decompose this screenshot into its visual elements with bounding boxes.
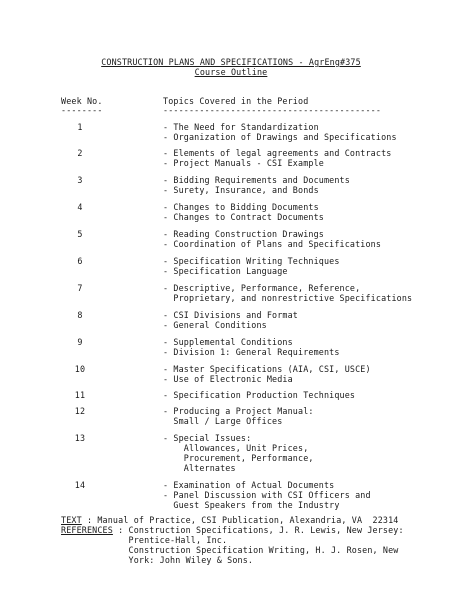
week-topics <box>163 175 350 195</box>
topic-line: - Reading Construction Drawings <box>163 229 324 239</box>
table-header <box>0 96 462 118</box>
topic-line: - Coordination of Plans and Specifications <box>163 239 382 249</box>
week-topics <box>163 337 340 357</box>
course-title: CONSTRUCTION PLANS AND SPECIFICATIONS - AgrEng#375 <box>101 57 361 67</box>
week-number: 7 <box>77 283 83 293</box>
topics-column-header: Topics Covered in the Period <box>163 96 309 106</box>
week-topics <box>163 229 381 249</box>
title-block <box>0 57 462 77</box>
week-number: 5 <box>77 229 83 239</box>
week-header-rule: -------- <box>61 105 103 115</box>
week-number: 8 <box>77 310 83 320</box>
topic-line: - Special Issues: <box>163 433 252 443</box>
topic-line: Guest Speakers from the Industry <box>163 500 340 510</box>
topic-line: Allowances, Unit Prices, <box>163 443 309 453</box>
topic-line: - Organization of Drawings and Specifications <box>163 132 397 142</box>
topic-line: Small / Large Offices <box>163 416 283 426</box>
week-topics <box>163 480 371 510</box>
references-line-2: Prentice-Hall, Inc. <box>61 535 228 545</box>
topic-line: - Specification Production Techniques <box>163 390 356 400</box>
topic-line: Procurement, Performance, <box>163 453 314 463</box>
topic-line: - Panel Discussion with CSI Officers and <box>163 490 371 500</box>
references-line-4: York: John Wiley & Sons. <box>61 555 254 565</box>
week-number: 6 <box>77 256 83 266</box>
references-block <box>61 515 451 565</box>
week-number: 4 <box>77 202 83 212</box>
references-line-3: Construction Specification Writing, H. J. Rosen, New <box>61 545 399 555</box>
topic-line: - Specification Writing Techniques <box>163 256 340 266</box>
week-topics <box>163 283 412 303</box>
week-topics <box>163 364 371 384</box>
topic-line: - General Conditions <box>163 320 267 330</box>
week-topics <box>163 310 298 330</box>
week-number: 1 <box>77 122 83 132</box>
week-topics <box>163 390 355 400</box>
topic-line: - Bidding Requirements and Documents <box>163 175 350 185</box>
week-column-header: Week No. <box>61 96 103 106</box>
week-number: 2 <box>77 148 83 158</box>
topic-line: - Changes to Contract Documents <box>163 212 324 222</box>
topic-line: - Changes to Bidding Documents <box>163 202 319 212</box>
week-number: 3 <box>77 175 83 185</box>
topic-line: - Producing a Project Manual: <box>163 406 314 416</box>
topic-line: - Supplemental Conditions <box>163 337 293 347</box>
references-value-1: : Construction Specifications, J. R. Lewis, New Jersey: <box>112 525 404 535</box>
topic-line: - Surety, Insurance, and Bonds <box>163 185 319 195</box>
week-number: 11 <box>74 390 86 400</box>
week-number: 10 <box>74 364 86 374</box>
week-number: 14 <box>74 480 86 490</box>
text-reference-line <box>61 515 451 525</box>
topic-line: - Elements of legal agreements and Contracts <box>163 148 392 158</box>
topic-line: Proprietary, and nonrestrictive Specifications <box>163 293 413 303</box>
topic-line: - Division 1: General Requirements <box>163 347 340 357</box>
week-topics <box>163 148 391 168</box>
topic-line: - Specification Language <box>163 266 288 276</box>
week-number: 12 <box>74 406 86 416</box>
topic-line: - Examination of Actual Documents <box>163 480 335 490</box>
course-subtitle: Course Outline <box>194 67 268 77</box>
week-topics <box>163 406 314 426</box>
topic-line: - Use of Electronic Media <box>163 374 293 384</box>
topic-line: Alternates <box>163 463 236 473</box>
week-topics <box>163 202 324 222</box>
topic-line: - Project Manuals - CSI Example <box>163 158 324 168</box>
topic-line: - Master Specifications (AIA, CSI, USCE) <box>163 364 371 374</box>
week-topics <box>163 122 397 142</box>
text-label: TEXT <box>61 515 82 525</box>
topic-line: - CSI Divisions and Format <box>163 310 298 320</box>
references-line-1 <box>61 525 451 535</box>
week-number: 9 <box>77 337 83 347</box>
week-topics <box>163 433 314 473</box>
topic-line: - Descriptive, Performance, Reference, <box>163 283 361 293</box>
week-topics <box>163 256 340 276</box>
text-value: : Manual of Practice, CSI Publication, Alexandria, VA 22314 <box>81 515 399 525</box>
week-number: 13 <box>74 433 86 443</box>
topic-line: - The Need for Standardization <box>163 122 319 132</box>
topics-header-rule: ------------------------------------------ <box>163 105 382 115</box>
references-label: REFERENCES <box>61 525 113 535</box>
